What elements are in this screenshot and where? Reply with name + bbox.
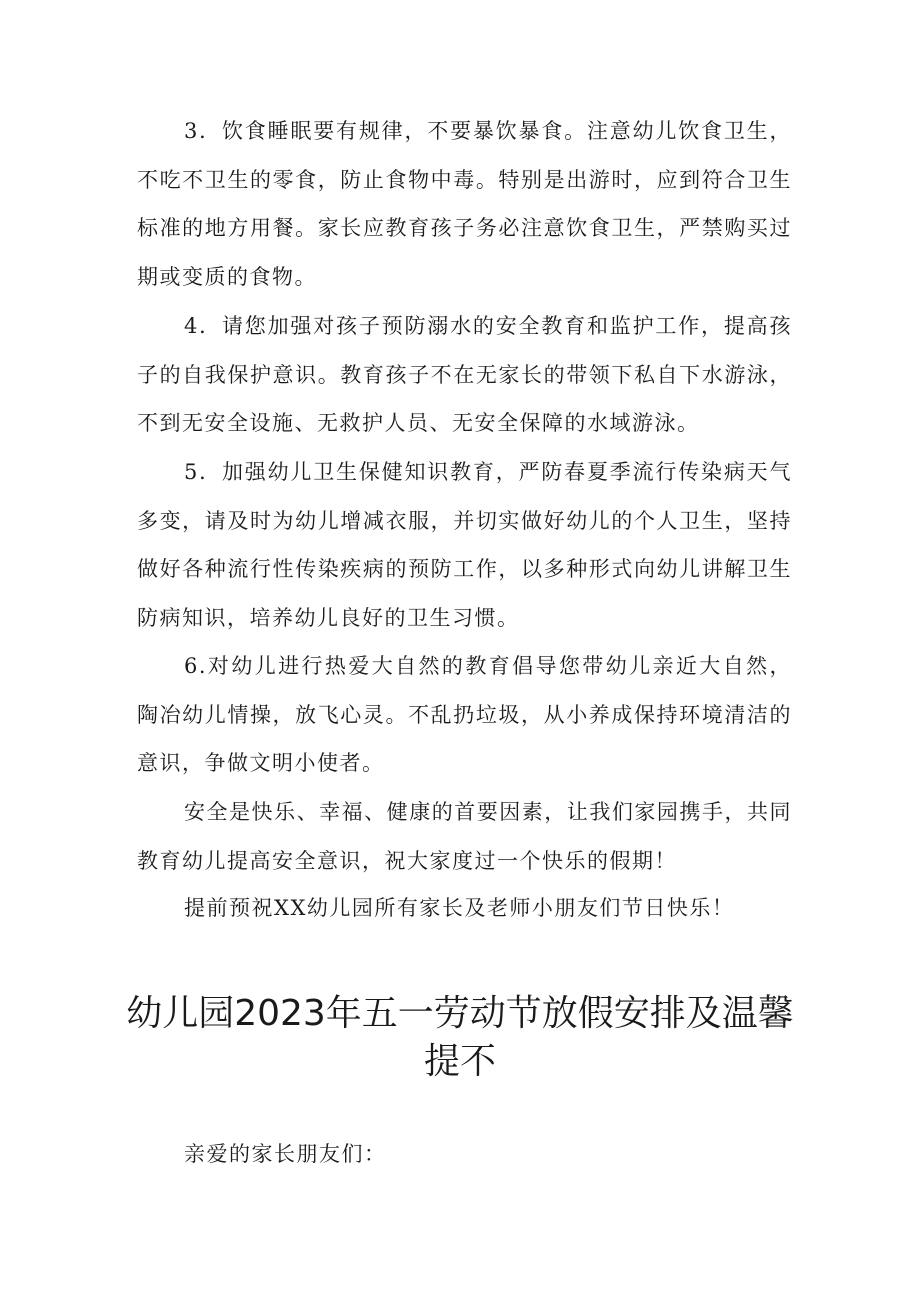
paragraph-item-5-health-education: 5．加强幼儿卫生保健知识教育，严防春夏季流行传染病天气多变，请及时为幼儿增减衣服，并切实做好幼儿的个人卫生，坚持做好各种流行性传染疾病的预防工作，以多种形式向幼儿讲解卫生防病知识，培养幼儿良好的卫生习惯。 [137,460,792,630]
paragraph-holiday-wishes: 提前预祝XX幼儿园所有家长及老师小朋友们节日快乐！ [184,896,735,920]
paragraph-safety-closing: 安全是快乐、幸福、健康的首要因素，让我们家园携手，共同教育幼儿提高安全意识，祝大家度过一个快乐的假期！ [137,800,792,873]
paragraph-item-4-drowning-prevention: 4．请您加强对孩子预防溺水的安全教育和监护工作，提高孩子的自我保护意识。教育孩子不在无家长的带领下私自下水游泳，不到无安全设施、无救护人员、无安全保障的水域游泳。 [137,314,792,435]
paragraph-item-6-nature-education: 6.对幼儿进行热爱大自然的教育倡导您带幼儿亲近大自然，陶冶幼儿情操，放飞心灵。不乱扔垃圾，从小养成保持环境清洁的意识，争做文明小使者。 [137,654,792,775]
letter-greeting: 亲爱的家长朋友们： [184,1142,387,1166]
document-title: 幼儿园2023年五一劳动节放假安排及温馨提不 [126,993,794,1082]
paragraph-item-3-food-safety: 3．饮食睡眠要有规律，不要暴饮暴食。注意幼儿饮食卫生，不吃不卫生的零食，防止食物中毒。特别是出游时，应到符合卫生标准的地方用餐。家长应教育孩子务必注意饮食卫生，严禁购买过期或变质的食物。 [137,119,792,289]
